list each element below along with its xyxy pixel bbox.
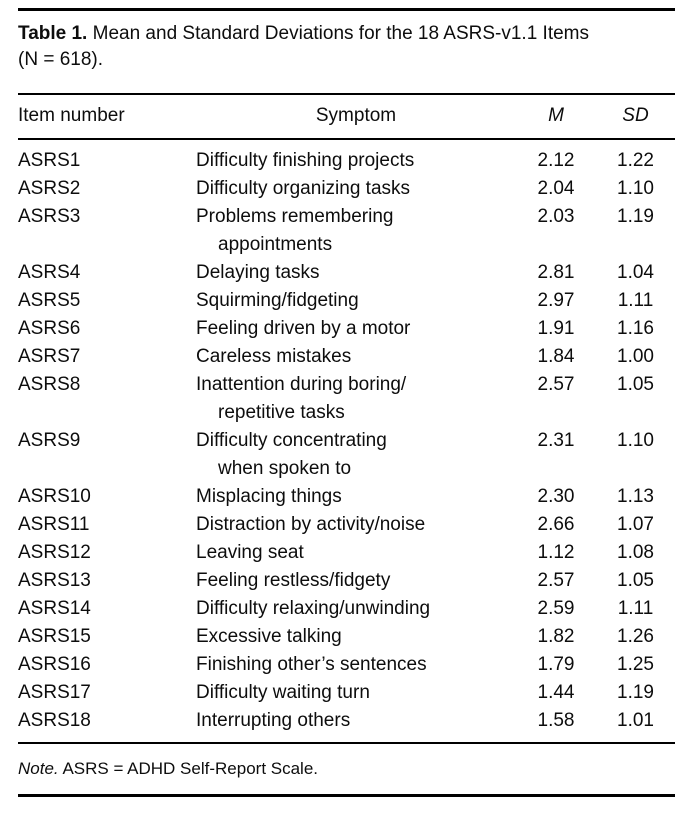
symptom-cell: [196, 567, 516, 595]
item-number-cell: ASRS8: [18, 374, 81, 395]
column-header-symptom: Symptom: [315, 105, 397, 126]
symptom-cell: [196, 707, 516, 743]
symptom-cell: [196, 343, 516, 371]
item-number-cell: ASRS9: [18, 430, 81, 451]
sd-cell: 1.11: [617, 290, 654, 311]
sd-cell: 1.05: [617, 374, 654, 395]
symptom-line-2: appointments: [218, 234, 333, 255]
item-number-cell: ASRS15: [18, 626, 91, 647]
symptom-cell: [196, 139, 516, 175]
item-number-cell: ASRS6: [18, 318, 81, 339]
mean-cell: 1.91: [537, 318, 575, 339]
symptom-line-1: Distraction by activity/noise: [196, 514, 426, 535]
sd-cell: 1.19: [617, 206, 654, 227]
column-header-sd: SD: [622, 105, 649, 126]
table-row: [18, 651, 675, 679]
symptom-cell: [196, 539, 516, 567]
sd-cell: 1.25: [617, 654, 654, 675]
symptom-cell: [196, 483, 516, 511]
table-row: [18, 371, 675, 427]
symptom-line-1: Leaving seat: [196, 542, 304, 563]
table-row: [18, 287, 675, 315]
item-number-cell: ASRS1: [18, 150, 81, 171]
table-row: [18, 679, 675, 707]
bottom-rule: [18, 794, 675, 797]
stats-table: [18, 93, 675, 744]
symptom-line-2: when spoken to: [218, 458, 352, 479]
table-row: [18, 315, 675, 343]
item-number-cell: ASRS2: [18, 178, 81, 199]
table-title: [18, 21, 603, 73]
sd-cell: 1.08: [617, 542, 654, 563]
table-title-text: Mean and Standard Deviations for the 18 ASRS-v1.1 Items (N = 618).: [18, 23, 590, 70]
mean-cell: 2.57: [537, 374, 575, 395]
symptom-line-1: Excessive talking: [196, 626, 342, 647]
symptom-cell: [196, 259, 516, 287]
table-note: [18, 757, 675, 781]
symptom-cell: [196, 371, 516, 427]
table-title-label: Table 1.: [18, 23, 88, 44]
mean-cell: 2.81: [537, 262, 575, 283]
table-row: [18, 175, 675, 203]
sd-cell: 1.22: [617, 150, 654, 171]
sd-cell: 1.05: [617, 570, 654, 591]
symptom-cell: [196, 175, 516, 203]
symptom-cell: [196, 287, 516, 315]
sd-cell: 1.07: [617, 514, 654, 535]
symptom-line-1: Interrupting others: [196, 710, 351, 731]
symptom-line-1: Delaying tasks: [196, 262, 320, 283]
symptom-line-1: Finishing other’s sentences: [196, 654, 427, 675]
column-header-item-number: Item number: [18, 105, 125, 126]
mean-cell: 2.97: [537, 290, 575, 311]
item-number-cell: ASRS14: [18, 598, 91, 619]
symptom-cell: [196, 315, 516, 343]
table-row: [18, 259, 675, 287]
table-row: [18, 595, 675, 623]
item-number-cell: ASRS5: [18, 290, 81, 311]
table-note-label: Note.: [18, 759, 59, 778]
mean-cell: 1.58: [537, 710, 575, 731]
item-number-cell: ASRS18: [18, 710, 91, 731]
top-rule: [18, 8, 675, 11]
column-header-mean: M: [548, 105, 564, 126]
mean-cell: 2.03: [537, 206, 575, 227]
sd-cell: 1.10: [617, 430, 654, 451]
symptom-line-1: Difficulty finishing projects: [196, 150, 415, 171]
item-number-cell: ASRS12: [18, 542, 91, 563]
symptom-line-1: Feeling restless/fidgety: [196, 570, 391, 591]
symptom-line-1: Problems remembering: [196, 206, 394, 227]
item-number-cell: ASRS17: [18, 682, 91, 703]
symptom-cell: [196, 623, 516, 651]
mean-cell: 1.84: [537, 346, 575, 367]
symptom-cell: [196, 679, 516, 707]
sd-cell: 1.26: [617, 626, 654, 647]
sd-cell: 1.16: [617, 318, 654, 339]
table-row: [18, 567, 675, 595]
mean-cell: 1.44: [537, 682, 575, 703]
symptom-line-1: Difficulty relaxing/unwinding: [196, 598, 431, 619]
sd-cell: 1.19: [617, 682, 654, 703]
symptom-cell: [196, 511, 516, 539]
symptom-line-1: Difficulty waiting turn: [196, 682, 370, 703]
mean-cell: 2.04: [537, 178, 575, 199]
symptom-cell: [196, 427, 516, 483]
symptom-cell: [196, 595, 516, 623]
sd-cell: 1.11: [617, 598, 654, 619]
mean-cell: 2.31: [537, 430, 575, 451]
mean-cell: 2.59: [537, 598, 575, 619]
sd-cell: 1.04: [617, 262, 654, 283]
mean-cell: 1.79: [537, 654, 575, 675]
table-row: [18, 623, 675, 651]
table-row: [18, 511, 675, 539]
symptom-line-1: Difficulty organizing tasks: [196, 178, 411, 199]
table-body: [18, 139, 675, 743]
symptom-line-1: Misplacing things: [196, 486, 342, 507]
item-number-cell: ASRS3: [18, 206, 81, 227]
item-number-cell: ASRS10: [18, 486, 91, 507]
symptom-line-1: Careless mistakes: [196, 346, 352, 367]
table-note-text: ASRS = ADHD Self-Report Scale.: [62, 759, 319, 778]
mean-cell: 1.12: [537, 542, 575, 563]
table-row: [18, 343, 675, 371]
mean-cell: 2.66: [537, 514, 575, 535]
mean-cell: 2.12: [537, 150, 575, 171]
header-row: [18, 94, 675, 139]
item-number-cell: ASRS16: [18, 654, 91, 675]
mean-cell: 2.30: [537, 486, 575, 507]
symptom-line-1: Feeling driven by a motor: [196, 318, 411, 339]
table-row: [18, 707, 675, 743]
sd-cell: 1.10: [617, 178, 654, 199]
table-row: [18, 483, 675, 511]
symptom-line-1: Difficulty concentrating: [196, 430, 387, 451]
table-row: [18, 203, 675, 259]
item-number-cell: ASRS4: [18, 262, 81, 283]
symptom-cell: [196, 651, 516, 679]
table-row: [18, 139, 675, 175]
mean-cell: 2.57: [537, 570, 575, 591]
table-row: [18, 427, 675, 483]
table-header: [18, 94, 675, 139]
symptom-line-1: Inattention during boring/: [196, 374, 407, 395]
item-number-cell: ASRS7: [18, 346, 81, 367]
sd-cell: 1.13: [617, 486, 654, 507]
item-number-cell: ASRS13: [18, 570, 91, 591]
sd-cell: 1.01: [617, 710, 654, 731]
symptom-line-2: repetitive tasks: [218, 402, 345, 423]
symptom-line-1: Squirming/fidgeting: [196, 290, 359, 311]
sd-cell: 1.00: [617, 346, 654, 367]
symptom-cell: [196, 203, 516, 259]
item-number-cell: ASRS11: [18, 514, 90, 535]
table-row: [18, 539, 675, 567]
mean-cell: 1.82: [537, 626, 575, 647]
